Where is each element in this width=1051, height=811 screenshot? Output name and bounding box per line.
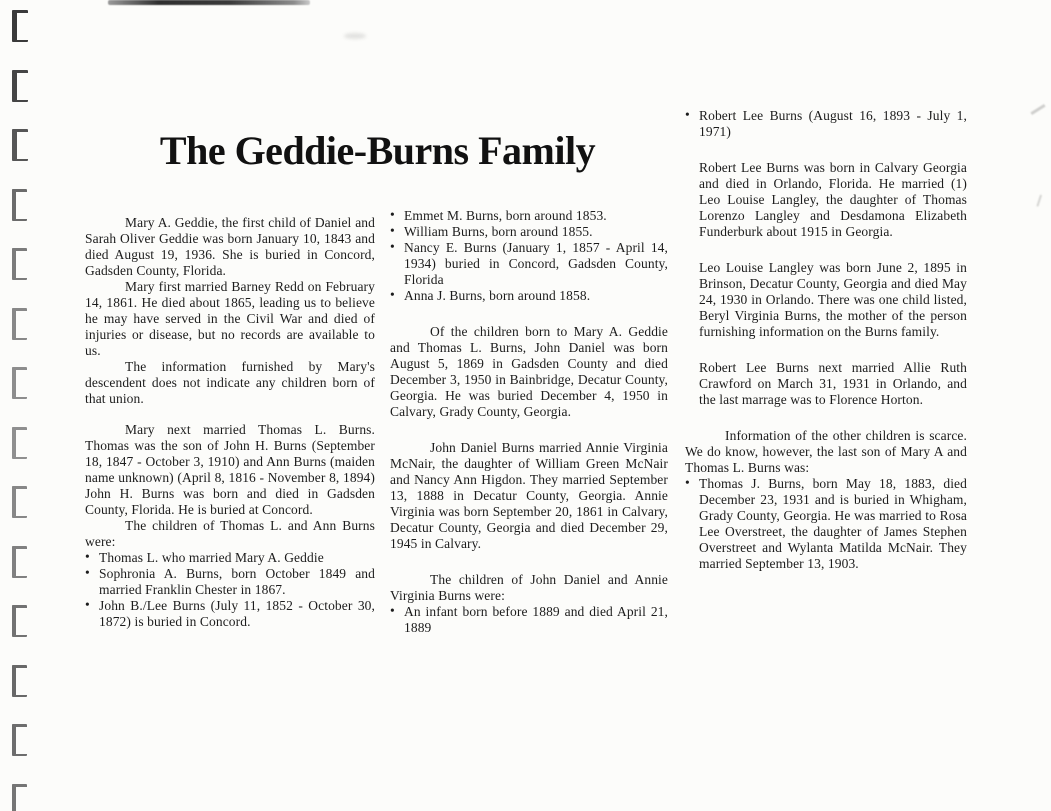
paragraph-other-children: Information of the other children is scarce. We do know, however, the last son of Mary A and Thomas L. Burns was: (685, 428, 967, 475)
binding-mark (12, 546, 27, 578)
paragraph-no-children: The information furnished by Mary's descendent does not indicate any children born of that union. (85, 359, 375, 406)
paragraph-children-intro: The children of Thomas L. and Ann Burns were: (85, 518, 375, 549)
bullet-icon: • (390, 239, 395, 254)
list-item-text: William Burns, born around 1855. (404, 224, 593, 239)
list-item-text: Emmet M. Burns, born around 1853. (404, 208, 607, 223)
list-item (390, 604, 668, 636)
scan-smudge (344, 33, 366, 39)
binding-mark (12, 427, 27, 459)
list-item-text: An infant born before 1889 and died April 21, 1889 (404, 604, 668, 635)
scan-artifact-bar (108, 0, 310, 5)
paragraph-children-intro: The children of John Daniel and Annie Virginia Burns were: (390, 572, 668, 603)
bullet-icon: • (390, 223, 395, 238)
column-right (685, 108, 967, 572)
list-item-text: Anna J. Burns, born around 1858. (404, 288, 591, 303)
binding-mark (12, 784, 27, 811)
list-item (85, 566, 375, 598)
binding-mark (12, 605, 27, 637)
list-item (85, 598, 375, 630)
paragraph-leo-louise-langley: Leo Louise Langley was born June 2, 1895 in Brinson, Decatur County, Georgia and died May 24, 1930 in Orlando. There was one child listed, Beryl Virginia Burns, the mother of the person furnishing information on the Burns family. (699, 260, 967, 339)
binding-mark (12, 486, 27, 518)
list-item-text: John B./Lee Burns (July 11, 1852 - October 30, 1872) is buried in Concord. (99, 598, 375, 629)
binding-mark (12, 308, 27, 340)
paragraph-john-daniel-marriage: John Daniel Burns married Annie Virginia McNair, the daughter of William Green McNair and Nancy Ann Higdon. They married September 13, 1888 in Decatur County, Georgia. Annie Virginia was born September 20, 1861 in Calvary, Decatur County, Georgia and died December 29, 1945 in Calvary. (390, 440, 668, 551)
list-item-text: Thomas L. who married Mary A. Geddie (99, 550, 324, 565)
list-item-text: Thomas J. Burns, born May 18, 1883, died December 23, 1931 and is buried in Whigham, Grady County, Georgia. He was married to Rosa Lee Overstreet, the daughter of James Stephen Overstreet and Wylanta Matilda McNair. They married September 13, 1903. (699, 476, 967, 571)
bullet-icon: • (685, 107, 690, 122)
bullet-icon: • (390, 207, 395, 222)
bullet-icon: • (85, 597, 90, 612)
list-item (390, 240, 668, 288)
bullet-icon: • (85, 549, 90, 564)
paragraph-john-daniel-birth: Of the children born to Mary A. Geddie and Thomas L. Burns, John Daniel was born August 5, 1869 in Gadsden County and died December 3, 1950 in Bainbridge, Decatur County, Georgia. He was buried December 4, 1950 in Calvary, Grady County, Georgia. (390, 324, 668, 419)
list-item (685, 108, 967, 140)
list-item-text: Nancy E. Burns (January 1, 1857 - April 14, 1934) buried in Concord, Gadsden County, Florida (404, 240, 668, 287)
paragraph-robert-lee-burns: Robert Lee Burns was born in Calvary Georgia and died in Orlando, Florida. He married (1) Leo Louise Langley, the daughter of Thomas Lorenzo Langley and Desdamona Elizabeth Funderburk about 1915 in Georgia. (699, 160, 967, 239)
binding-mark (12, 665, 27, 697)
binding-mark (12, 70, 28, 102)
binding-mark (12, 129, 28, 161)
bullet-icon: • (85, 565, 90, 580)
list-item-text: Sophronia A. Burns, born October 1849 and married Franklin Chester in 1867. (99, 566, 375, 597)
list-item (390, 288, 668, 304)
paragraph-mary-geddie-birth: Mary A. Geddie, the first child of Daniel and Sarah Oliver Geddie was born January 10, 1843 and died August 19, 1936. She is buried in Concord, Gadsden County, Florida. (85, 215, 375, 278)
bullet-icon: • (390, 603, 395, 618)
list-item (390, 208, 668, 224)
list-item (390, 224, 668, 240)
scan-smudge (1036, 195, 1050, 210)
paragraph-barney-redd-marriage: Mary first married Barney Redd on February 14, 1861. He died about 1865, leading us to believe he may have served in the Civil War and died of injuries or disease, but no records are available to us. (85, 279, 375, 358)
column-left (85, 215, 375, 630)
page-title: The Geddie-Burns Family (159, 127, 596, 173)
binding-mark (12, 367, 27, 399)
column-middle (390, 208, 668, 636)
binding-mark (12, 10, 28, 42)
list-item (685, 476, 967, 572)
binding-mark (12, 724, 27, 756)
list-item-text: Robert Lee Burns (August 16, 1893 - July 1, 1971) (699, 108, 967, 139)
binding-mark (12, 189, 27, 221)
paragraph-allie-ruth-crawford: Robert Lee Burns next married Allie Ruth Crawford on March 31, 1931 in Orlando, and the last marrage was to Florence Horton. (699, 360, 967, 407)
bullet-icon: • (685, 475, 690, 490)
paragraph-thomas-burns-marriage: Mary next married Thomas L. Burns. Thomas was the son of John H. Burns (September 18, 1847 - October 3, 1910) and Ann Burns (maiden name unknown) (April 8, 1816 - November 8, 1894) John H. Burns was born and died in Gadsden County, Florida. He is buried at Concord. (85, 422, 375, 517)
binding-mark (12, 248, 27, 280)
scan-smudge (1030, 104, 1045, 115)
bullet-icon: • (390, 287, 395, 302)
list-item (85, 550, 375, 566)
